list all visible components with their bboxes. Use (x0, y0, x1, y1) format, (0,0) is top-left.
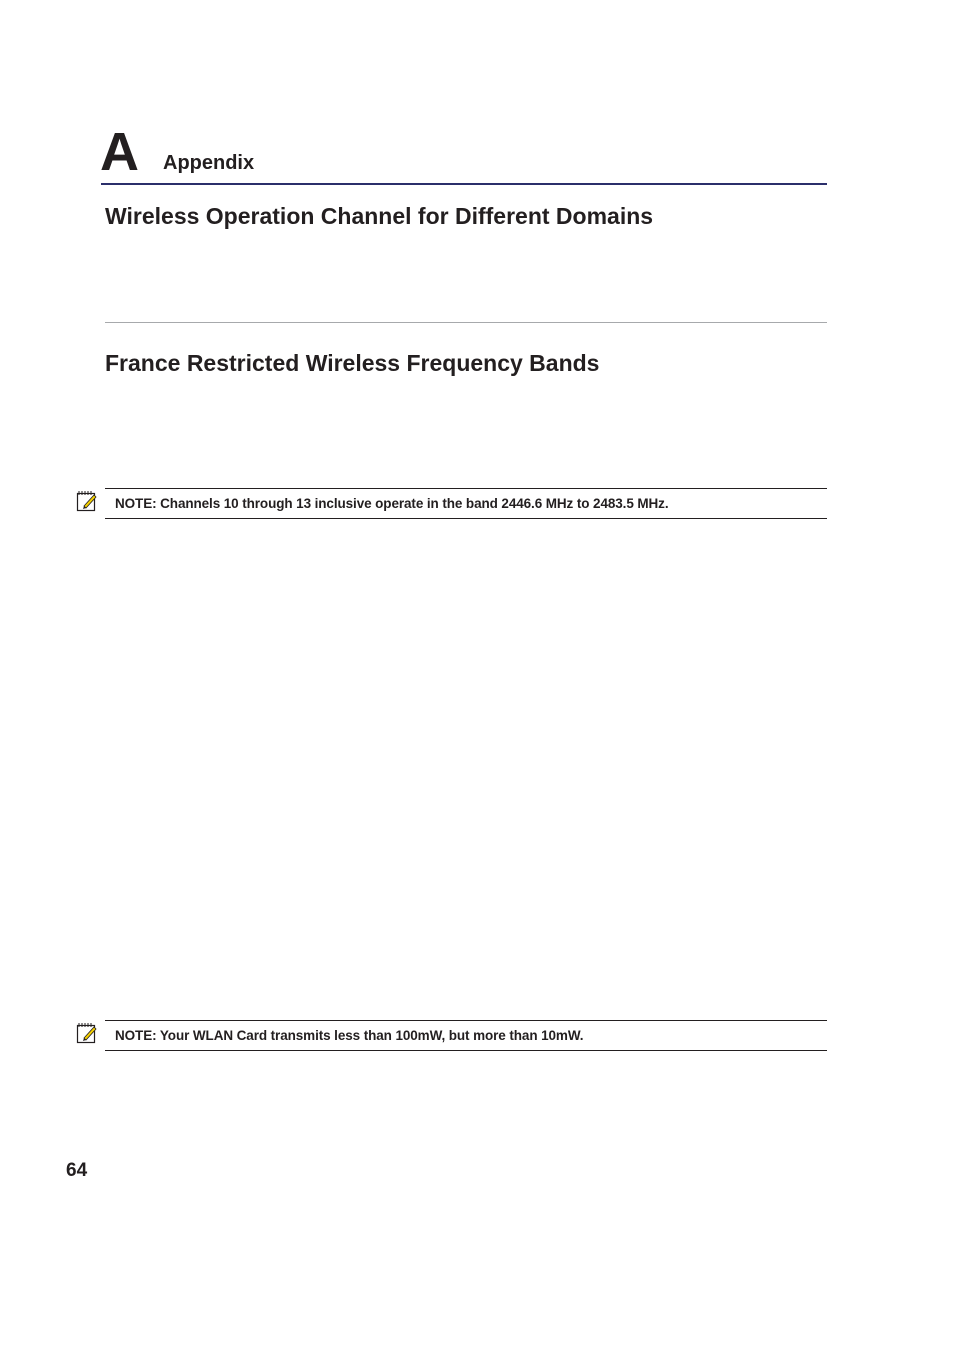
section-heading-wireless-channels: Wireless Operation Channel for Different Domains (105, 203, 654, 229)
section-divider (105, 322, 827, 323)
note-text: NOTE: Your WLAN Card transmits less than 100mW, but more than 10mW. (115, 1028, 584, 1043)
note-box (105, 1020, 827, 1051)
chapter-letter: A (100, 122, 139, 182)
chapter-title: Appendix (163, 152, 255, 174)
note-box (105, 488, 827, 519)
chapter-rule (101, 183, 827, 185)
note-pencil-icon (76, 1022, 98, 1044)
section-heading-france-bands: France Restricted Wireless Frequency Bands (105, 350, 600, 376)
note-pencil-icon (76, 490, 98, 512)
page-number: 64 (66, 1160, 88, 1181)
note-text: NOTE: Channels 10 through 13 inclusive operate in the band 2446.6 MHz to 2483.5 MHz. (115, 496, 669, 511)
